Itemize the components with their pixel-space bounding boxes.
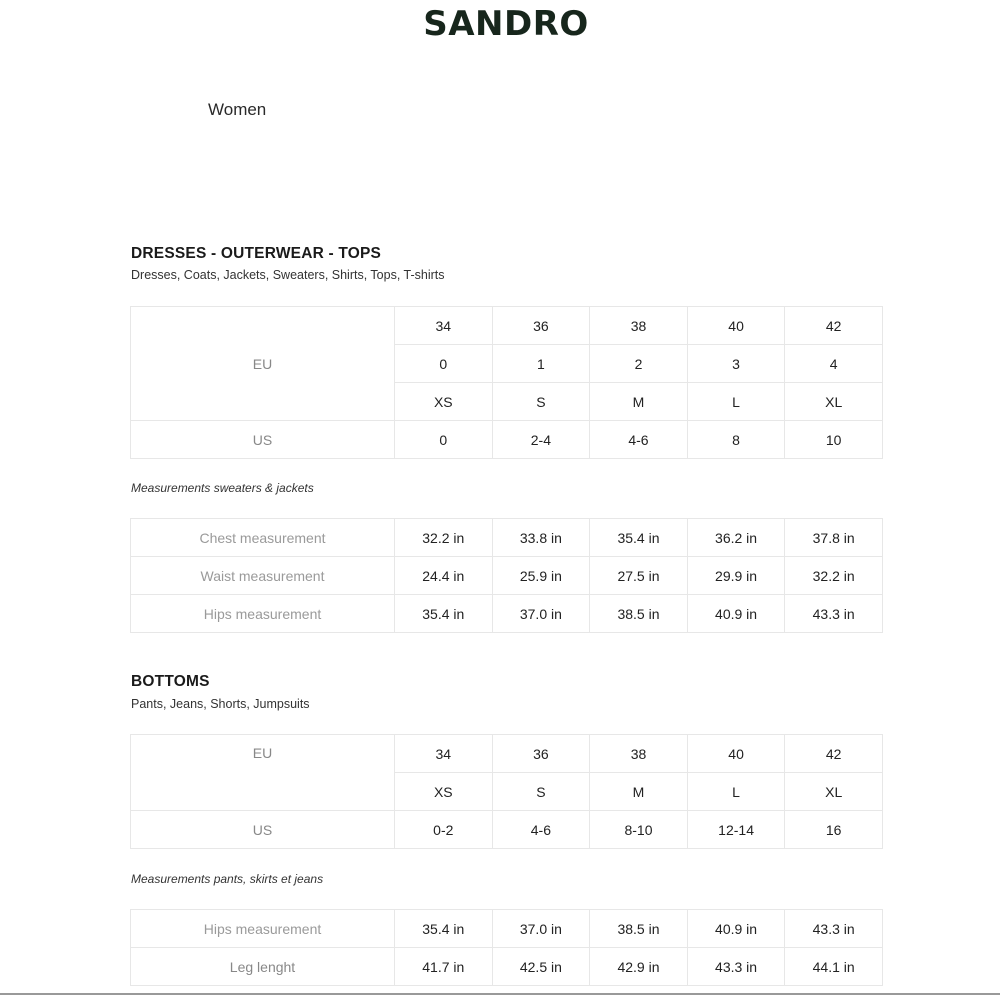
size-cell: 10	[785, 421, 883, 459]
size-cell: S	[492, 383, 590, 421]
eu-label: EU	[131, 735, 395, 811]
tops-size-table	[130, 306, 883, 459]
size-cell: XL	[785, 383, 883, 421]
measurement-cell: 38.5 in	[590, 595, 688, 633]
measurement-cell: 32.2 in	[785, 557, 883, 595]
table-row	[131, 811, 883, 849]
size-cell: 38	[590, 735, 688, 773]
measurement-cell: 43.3 in	[785, 910, 883, 948]
size-cell: 34	[395, 307, 493, 345]
size-cell: 0	[395, 421, 493, 459]
measurement-cell: 29.9 in	[687, 557, 785, 595]
eu-label: EU	[131, 307, 395, 421]
measurement-cell: 24.4 in	[395, 557, 493, 595]
size-cell: 36	[492, 735, 590, 773]
size-cell: 8	[687, 421, 785, 459]
measurement-cell: 27.5 in	[590, 557, 688, 595]
measurement-cell: 37.0 in	[492, 595, 590, 633]
measurement-label: Chest measurement	[131, 519, 395, 557]
measurement-label: Leg lenght	[131, 948, 395, 986]
size-cell: 2-4	[492, 421, 590, 459]
us-label: US	[131, 421, 395, 459]
measurement-cell: 38.5 in	[590, 910, 688, 948]
bottoms-section-subtitle: Pants, Jeans, Shorts, Jumpsuits	[131, 697, 310, 711]
category-label: Women	[208, 100, 267, 119]
size-cell: L	[687, 773, 785, 811]
size-cell: 4-6	[492, 811, 590, 849]
measurement-cell: 42.5 in	[492, 948, 590, 986]
tops-measurements-table	[130, 518, 883, 633]
tops-section-subtitle: Dresses, Coats, Jackets, Sweaters, Shirts, Tops, T-shirts	[131, 268, 445, 282]
size-cell: L	[687, 383, 785, 421]
bottom-divider	[0, 993, 1000, 995]
table-row	[131, 307, 883, 345]
brand-logo: SANDRO	[423, 4, 589, 44]
tops-measurements-note: Measurements sweaters & jackets	[131, 481, 314, 495]
bottoms-measurements-table	[130, 909, 883, 986]
measurement-label: Hips measurement	[131, 910, 395, 948]
measurement-cell: 40.9 in	[687, 910, 785, 948]
size-cell: XL	[785, 773, 883, 811]
table-row	[131, 910, 883, 948]
measurement-cell: 44.1 in	[785, 948, 883, 986]
measurement-label: Hips measurement	[131, 595, 395, 633]
measurement-cell: 36.2 in	[687, 519, 785, 557]
size-cell: 42	[785, 307, 883, 345]
measurement-cell: 32.2 in	[395, 519, 493, 557]
size-cell: 36	[492, 307, 590, 345]
size-cell: 38	[590, 307, 688, 345]
size-cell: 16	[785, 811, 883, 849]
measurement-cell: 35.4 in	[395, 910, 493, 948]
bottoms-size-table	[130, 734, 883, 849]
size-cell: XS	[395, 383, 493, 421]
measurement-cell: 35.4 in	[395, 595, 493, 633]
measurement-cell: 25.9 in	[492, 557, 590, 595]
size-cell: 12-14	[687, 811, 785, 849]
measurement-label: Waist measurement	[131, 557, 395, 595]
measurement-cell: 40.9 in	[687, 595, 785, 633]
size-cell: 34	[395, 735, 493, 773]
size-cell: M	[590, 773, 688, 811]
table-row	[131, 948, 883, 986]
table-row	[131, 557, 883, 595]
size-cell: 8-10	[590, 811, 688, 849]
measurement-cell: 43.3 in	[785, 595, 883, 633]
size-cell: 42	[785, 735, 883, 773]
table-row	[131, 735, 883, 773]
size-cell: 2	[590, 345, 688, 383]
measurement-cell: 33.8 in	[492, 519, 590, 557]
size-cell: 40	[687, 735, 785, 773]
us-label: US	[131, 811, 395, 849]
size-cell: 3	[687, 345, 785, 383]
bottoms-measurements-note: Measurements pants, skirts et jeans	[131, 872, 324, 886]
table-row	[131, 595, 883, 633]
measurement-cell: 41.7 in	[395, 948, 493, 986]
measurement-cell: 37.0 in	[492, 910, 590, 948]
size-cell: 1	[492, 345, 590, 383]
table-row	[131, 421, 883, 459]
size-cell: 4-6	[590, 421, 688, 459]
size-cell: S	[492, 773, 590, 811]
measurement-cell: 43.3 in	[687, 948, 785, 986]
measurement-cell: 37.8 in	[785, 519, 883, 557]
size-cell: 4	[785, 345, 883, 383]
measurement-cell: 35.4 in	[590, 519, 688, 557]
table-row	[131, 519, 883, 557]
size-cell: XS	[395, 773, 493, 811]
size-cell: 40	[687, 307, 785, 345]
tops-section-title: DRESSES - OUTERWEAR - TOPS	[131, 245, 382, 262]
size-cell: 0	[395, 345, 493, 383]
measurement-cell: 42.9 in	[590, 948, 688, 986]
size-cell: M	[590, 383, 688, 421]
size-cell: 0-2	[395, 811, 493, 849]
bottoms-section-title: BOTTOMS	[131, 673, 210, 690]
